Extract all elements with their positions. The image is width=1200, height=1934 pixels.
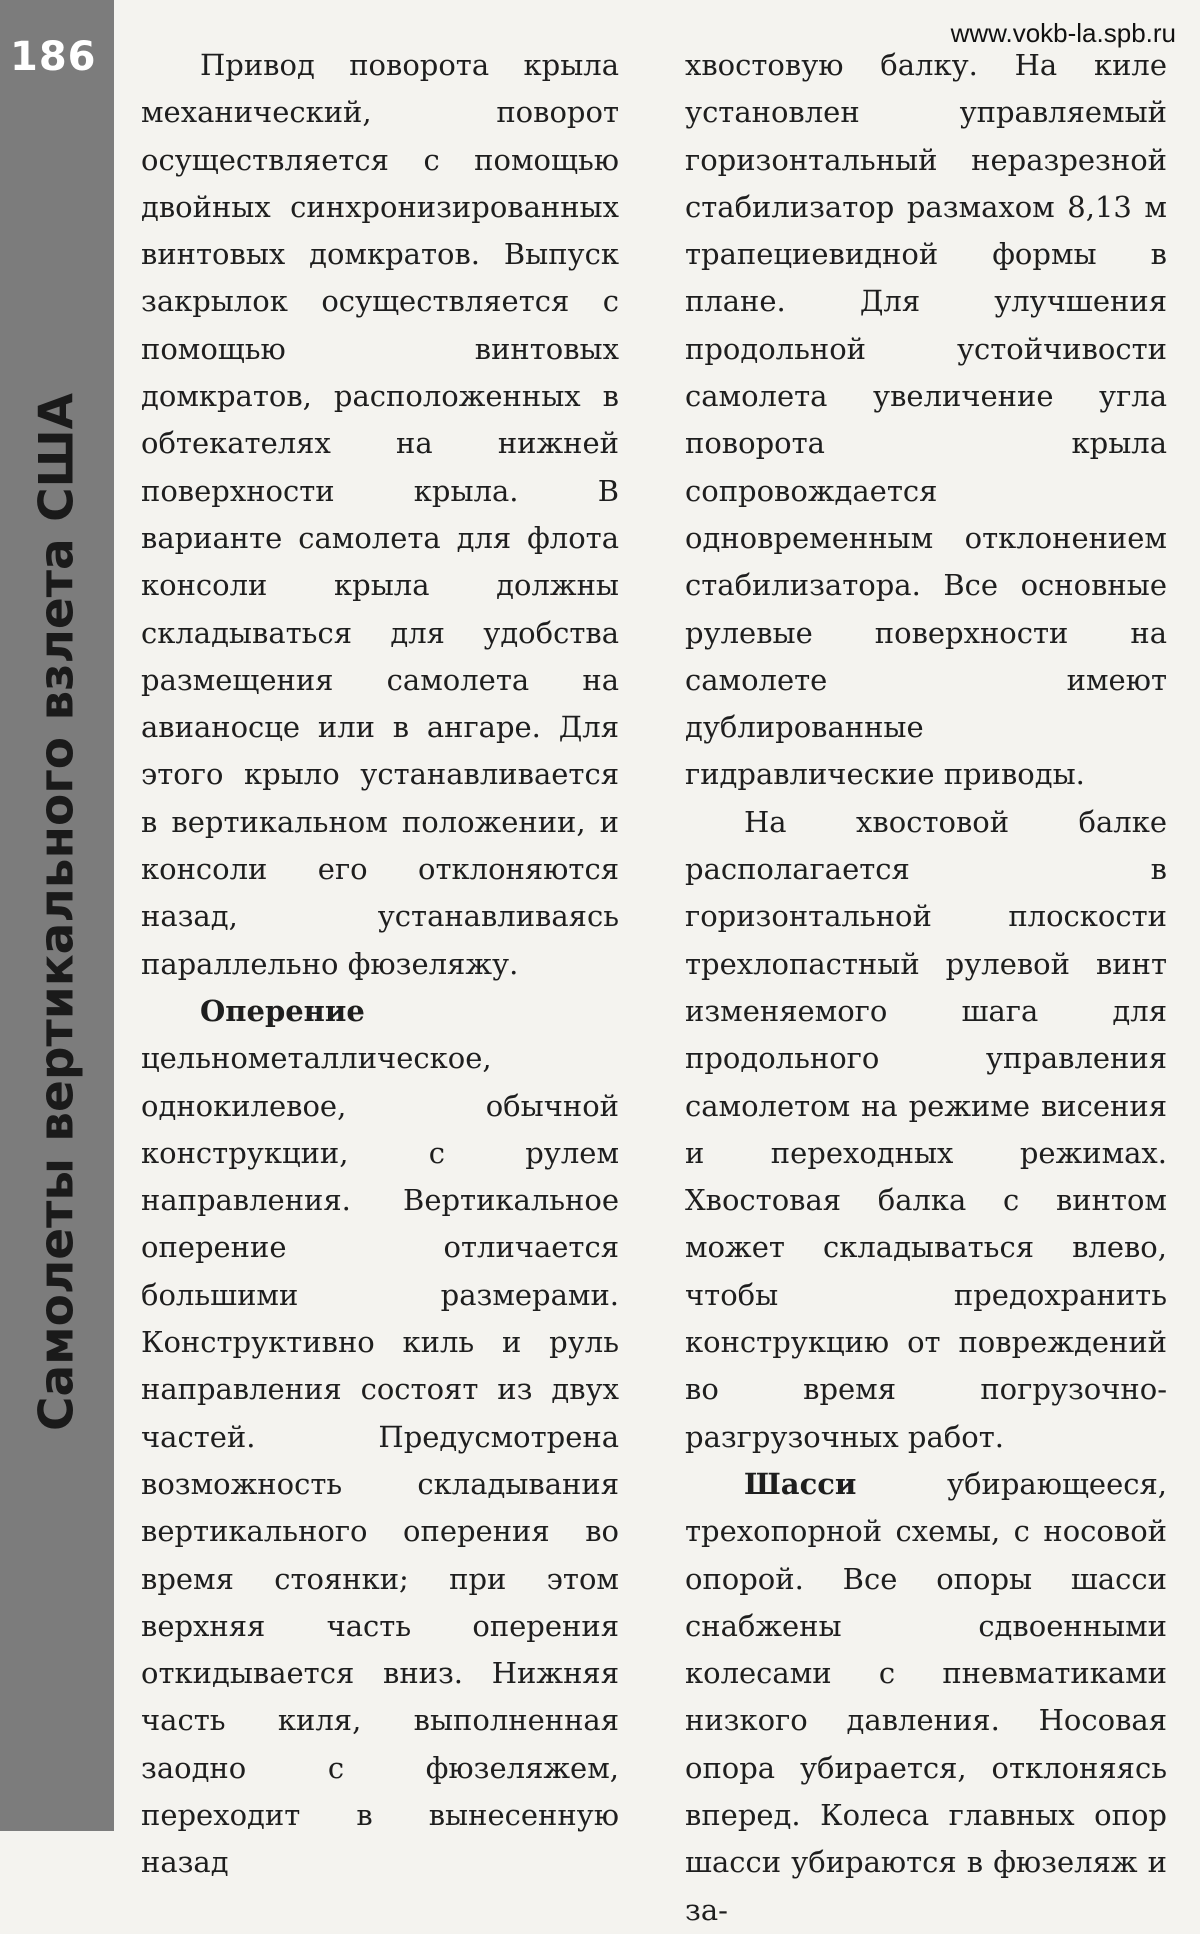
section-title: Самолеты вертикального взлета США bbox=[29, 392, 85, 1432]
paragraph-heading-tail-unit: Оперение bbox=[200, 993, 365, 1028]
text-column-left bbox=[141, 42, 619, 1887]
paragraph-tail-boom: хвостовую балку. На киле установлен управляемый горизонтальный неразрезной стабилизатор размахом 8,13 м трапециевидной формы в плане. Для улучшения продольной устойчивости самолета увеличение угла поворота крыла сопровождается одновременным отклонением стабилизатора. Все основные рулевые поверхности на самолете имеют дублированные гидравлические приводы. bbox=[685, 48, 1167, 792]
paragraph-tail-unit bbox=[141, 988, 619, 1887]
paragraph-heading-landing-gear: Шасси bbox=[744, 1466, 857, 1501]
paragraph-wing-drive: Привод поворота крыла механический, поворот осуществляется с помощью двойных синхронизированных винтовых домкратов. Выпуск закрылок осуществляется с помощью винтовых домкратов, расположенных в обтекателях на нижней поверхности крыла. В варианте самолета для флота консоли крыла должны складываться для удобства размещения самолета на авианосце или в ангаре. Для этого крыло устанавливается в вертикальном положении, и консоли его отклоняются назад, устанавливаясь параллельно фюзеляжу. bbox=[141, 48, 619, 981]
paragraph-text-tail-unit: цельнометаллическое, однокилевое, обычной конструкции, с рулем направления. Вертикальное оперение отличается большими размерами. Конструктивно киль и руль направления состоят из двух частей. Предусмотрена возможность складывания вертикального оперения во время стоянки; при этом верхняя часть оперения откидывается вниз. Нижняя часть киля, выполненная заодно с фюзеляжем, переходит в вынесенную назад bbox=[141, 1041, 619, 1880]
paragraph-landing-gear bbox=[685, 1461, 1167, 1934]
text-column-right bbox=[685, 42, 1167, 1934]
site-url: www.vokb-la.spb.ru bbox=[950, 18, 1176, 48]
paragraph-tail-rotor: На хвостовой балке располагается в горизонтальной плоскости трехлопастный рулевой винт изменяемого шага для продольного управления самолетом на режиме висения и переходных режимах. Хвостовая балка с винтом может складываться влево, чтобы предохранить конструкцию от повреждений во время погрузочно-разгрузочных работ. bbox=[685, 804, 1167, 1454]
sidebar-band bbox=[0, 0, 114, 1831]
paragraph-text-landing-gear: убирающееся, трехопорной схемы, с носовой опорой. Все опоры шасси снабжены сдвоенными колесами с пневматиками низкого давления. Носовая опора убирается, отклоняясь вперед. Колеса главных опор шасси убираются в фюзеляж и за- bbox=[685, 1466, 1167, 1927]
page-number: 186 bbox=[10, 34, 97, 80]
